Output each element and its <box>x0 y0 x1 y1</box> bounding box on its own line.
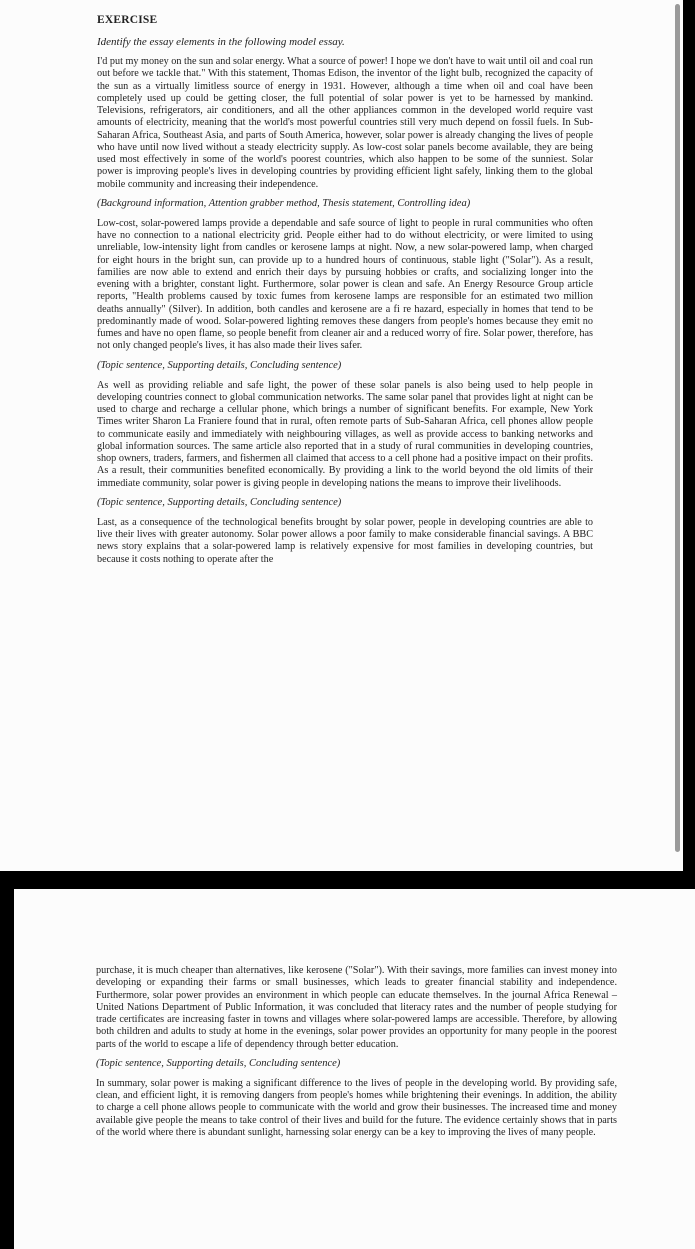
body-paragraph-3-start: Last, as a consequence of the technological benefits brought by solar power, people in developing countries are able to live their lives with greater autonomy. Solar power allows a poor family to make considerable financial savings. A BBC news story explains that a solar-powered lamp is relatively expensive for most families in developing countries, but because it costs nothing to operate after the <box>97 516 593 565</box>
exercise-instruction: Identify the essay elements in the following model essay. <box>97 36 345 48</box>
body-paragraph-1: Low-cost, solar-powered lamps provide a dependable and safe source of light to people in rural communities who often have no connection to a national electricity grid. People either had to do without electricity, or were limited to using unreliable, low-intensity light from candles or kerosene lamps at night. Now, a new solar-powered lamp, when charged for eight hours in the bright sun, can provide up to a hundred hours of continuous, stable light ("Solar"). As a result, families are now able to extend and enrich their days by pursuing hobbies or crafts, and socializing longer into the evening with a brighter, constant light. Furthermore, solar power is clean and safe. An Energy Resource Group article reports, "Health problems caused by toxic fumes from kerosene lamps are responsible for an estimated two million deaths annually" (Silver). In addition, both candles and kerosene are a fi re hazard, especially in homes that tend to be predominantly made of wood. Solar-powered lighting removes these dangers from people's homes because they emit no fumes and have no open flame, so people benefit from cleaner air and a reduced worry of fire. Solar power, therefore, has not only changed people's lives, it has also made their lives safer. <box>97 217 593 352</box>
body-paragraph-3-end: purchase, it is much cheaper than alternatives, like kerosene ("Solar"). With their savings, more families can invest money into developing or expanding their farms or small businesses, which leads to greater financial stability and independence. Furthermore, solar power provides an environment in which people can educate themselves. In the journal Africa Renewal – United Nations Department of Public Information, it was concluded that literacy rates and the number of people studying for trade certificates are increasing faster in towns and villages where solar-powered lamps are accessible. Therefore, by allowing both children and adults to study at home in the evenings, solar power provides an opportunity for many people in the poorest parts of the world to escape a life of dependency through better education. <box>96 965 617 1050</box>
conclusion-paragraph: In summary, solar power is making a significant difference to the lives of people in the developing world. By providing safe, clean, and efficient light, it is removing dangers from people's homes while brightening their evenings. In addition, the ability to charge a cell phone allows people to communicate with the world and grow their businesses. The increased time and money available give people the means to take control of their lives and build for the future. The evidence certainly shows that in parts of the world where there is abundant sunlight, harnessing solar energy can be a key to improving the lives of many people. <box>96 1077 617 1138</box>
scrollbar[interactable] <box>675 4 680 852</box>
body-2-elements-label: (Topic sentence, Supporting details, Concluding sentence) <box>97 496 342 508</box>
body-3-elements-label: (Topic sentence, Supporting details, Concluding sentence) <box>96 1057 341 1069</box>
document-page-2 <box>14 889 695 1249</box>
intro-elements-label: (Background information, Attention grabber method, Thesis statement, Controlling idea) <box>97 197 471 209</box>
intro-paragraph: I'd put my money on the sun and solar energy. What a source of power! I hope we don't have to wait until oil and coal run out before we tackle that." With this statement, Thomas Edison, the inventor of the light bulb, recognized the capacity of the sun as a virtually limitless source of energy in 1931. However, although a time when oil and coal have been completely used up could be getting closer, the full potential of solar power is yet to be harnessed by mankind. Televisions, refrigerators, air conditioners, and all the other appliances common in the developed world require vast amounts of electricity, meaning that the world's most powerful countries still very much depend on fossil fuels. In Sub-Saharan Africa, Southeast Asia, and parts of South America, however, solar power is already changing the lives of people who have until now lived without a steady electricity supply. As low-cost solar panels become available, they are being used most effectively in some of the world's poorest countries, which also happen to be some of the sunniest. Solar power is improving people's lives in developing countries by providing efficient light safely, linking them to the global mobile community and increasing their independence. <box>97 56 593 190</box>
body-paragraph-2: As well as providing reliable and safe light, the power of these solar panels is also being used to help people in developing countries connect to global communication networks. The same solar panel that provides light at night can be used to charge and recharge a cellular phone, which brings a number of significant benefits. For example, New York Times writer Sharon La Franiere found that in rural, often remote parts of Sub-Saharan Africa, cell phones allow people to communicate easily and immediately with neighbouring villages, as well as provide access to banking networks and global information sources. The same article also reported that in a study of rural communities in developing countries, shop owners, traders, farmers, and fishermen all claimed that access to a cell phone had a positive impact on their profits. As a result, their communities benefited economically. By providing a link to the world beyond the old limits of their immediate community, solar power is giving people in developing nations the means to improve their livelihoods. <box>97 379 593 489</box>
exercise-heading: EXERCISE <box>97 14 158 26</box>
body-1-elements-label: (Topic sentence, Supporting details, Concluding sentence) <box>97 359 342 371</box>
